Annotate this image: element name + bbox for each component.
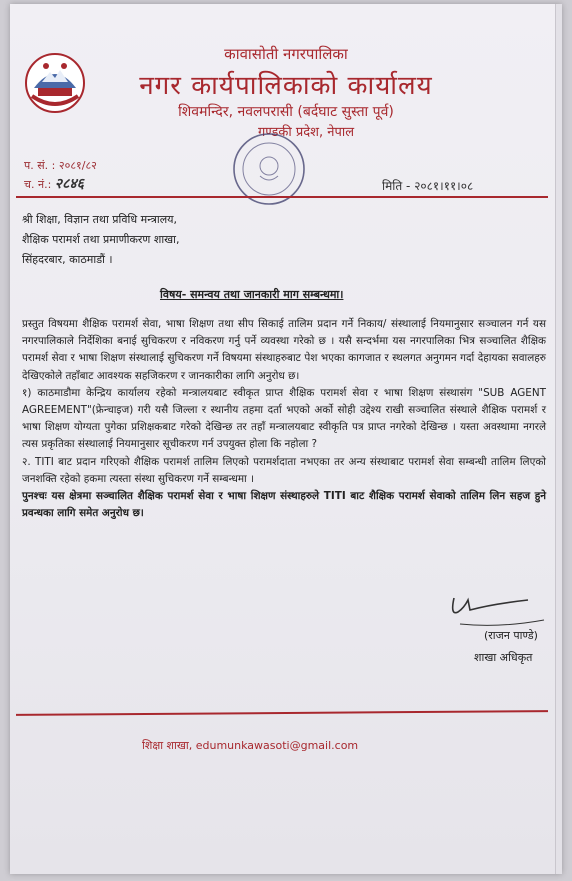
office-name: नगर कार्यपालिकाको कार्यालय (139, 71, 433, 101)
handwritten-signature-icon (440, 590, 550, 632)
footer-contact: शिक्षा शाखा, edumunkawasoti@gmail.com (142, 739, 359, 752)
body-paragraph-3: २. TITI बाट प्रदान गरिएको शैक्षिक परामर्श तालिम लिएको परामर्शदाता नभएका तर अन्य संस्थाबाट परामर्श सेवा सम्बन्धी तालिम लिएको जनशक्ति रहेको हकमा त्यस्ता संस्था सुचिकरण गर्ने सम्बन्धमा । (22, 455, 546, 485)
recipient-address (22, 210, 180, 270)
body-paragraph-2: १) काठमाडौमा केन्द्रिय कार्यालय रहेको मन्त्रालयबाट स्वीकृत प्राप्त शैक्षिक परामर्श सेवा र भाषा शिक्षण संस्थासंग "SUB AGENT AGREEMENT"(फ्रेन्चाइज) गरी यसै जिल्ला र स्थानीय तहमा दर्ता भएको अर्को सोही उद्देश्य राखी सञ्चालित संस्थाले शैक्षिक परामर्श र भाषा शिक्षण योग्यता पुगेका प्रशिक्षकबाट गरेको देखिन्छ तर तहाँ मन्त्रालयबाट स्वीकृति पत्र प्राप्त नगरेको देखिन्छ । यस्ता अवस्थामा नगरले त्यस प्रकृतिका संस्थालाई नियमानुसार सूचीकरण गर्न उपयुक्त होला कि नहोला ? (22, 386, 546, 451)
reference-block (24, 156, 97, 194)
letter-subject: विषय- समन्वय तथा जानकारी माग सम्बन्धमा। (160, 288, 344, 301)
patra-sankhya: प. सं. : २०८१/८२ (24, 159, 97, 172)
recipient-line-3: सिंहदरबार, काठमाडौं । (22, 253, 113, 266)
recipient-line-1: श्री शिक्षा, विज्ञान तथा प्रविधि मन्त्रालय, (22, 213, 178, 226)
chalani-number: २८४६ (54, 176, 84, 192)
letter-date: मिति - २०८१।११।०८ (382, 179, 474, 193)
letter-body (22, 316, 546, 522)
body-postscript: पुनश्चः यस क्षेत्रमा सञ्चालित शैक्षिक परामर्श सेवा र भाषा शिक्षण संस्थाहरुले TITI बाट शैक्षिक परामर्श सेवाको तालिम लिन सहज हुने प्रवन्धका लागि समेत अनुरोध छ। (22, 490, 546, 520)
recipient-line-2: शैक्षिक परामर्श तथा प्रमाणीकरण शाखा, (22, 233, 180, 246)
signatory-name: (राजन पाण्डे) (484, 629, 538, 642)
header-divider (16, 196, 548, 198)
office-address: शिवमन्दिर, नवलपरासी (बर्दघाट सुस्ता पूर्व) (178, 104, 394, 120)
chalani-line (24, 175, 97, 194)
chalani-label: च. नं.: (24, 178, 52, 191)
municipality-name: कावासोती नगरपालिका (224, 45, 348, 63)
province-line: गण्डकी प्रदेश, नेपाल (257, 125, 355, 140)
body-paragraph-1: प्रस्तुत विषयमा शैक्षिक परामर्श सेवा, भाषा शिक्षण तथा सीप सिकाई तालिम प्रदान गर्ने निकाय/ संस्थालाई नियमानुसार सञ्चालन गर्न यस नगरपालिकाले निर्देशिका बनाई सुचिकरण र नविकरण गर्नु पर्ने व्यवस्था गरेको छ । यसै सन्दर्भमा यस नगरपालिका भित्र सञ्चालित शैक्षिक परामर्श सेवा र भाषा शिक्षण संस्थालाई सुचिकरण गर्ने विषयमा संस्थाहरुबाट पेश भएका कागजात र स्थलगत अनुगमन गर्दा देहायका सवालहरु देखिएकोले तहाँबाट आवश्यक सहजिकरण र जानकारीका लागि अनुरोध छ। (22, 318, 546, 382)
signatory-title: शाखा अधिकृत (474, 651, 533, 664)
